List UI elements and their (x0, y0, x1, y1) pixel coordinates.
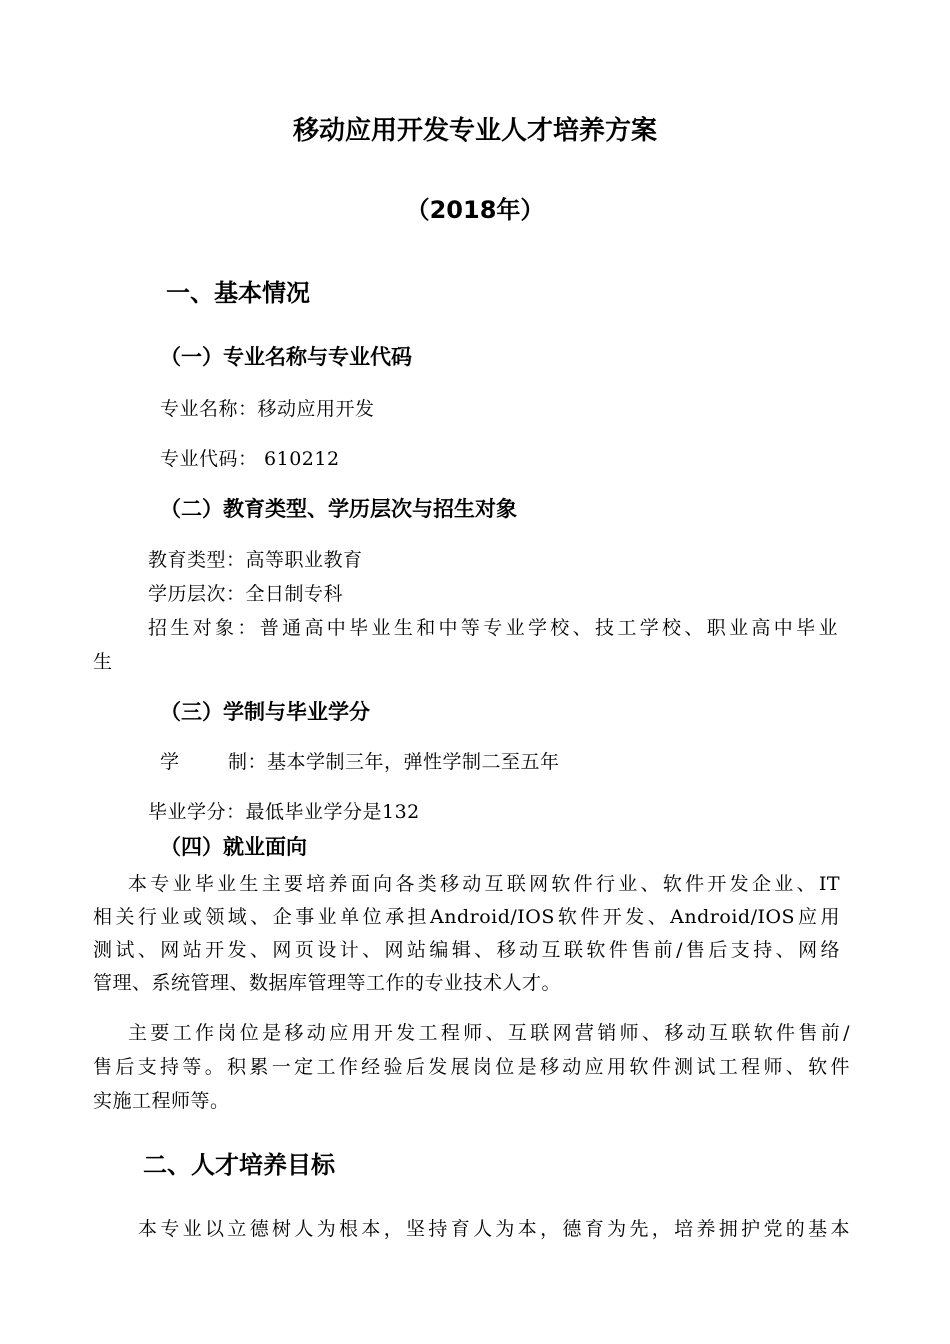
study-system-label: 学 (160, 751, 180, 773)
employment-paragraph-line: 本专业毕业生主要培养面向各类移动互联网软件行业、软件开发企业、IT (128, 873, 840, 895)
job-positions-paragraph-line: 实施工程师等。 (93, 1090, 230, 1112)
document-subtitle: （2018年） (405, 196, 545, 224)
training-goals-paragraph-line: 本专业以立德树人为根本，坚持育人为本，德育为先，培养拥护党的基本 (138, 1218, 850, 1240)
employment-paragraph-line: 测试、网站开发、网页设计、网站编辑、移动互联软件售前/售后支持、网络 (93, 939, 840, 961)
major-name-line: 专业名称：移动应用开发 (160, 398, 375, 420)
major-code-line: 专业代码： 610212 (160, 448, 340, 470)
subsection-heading-education-type: （二）教育类型、学历层次与招生对象 (160, 497, 517, 521)
employment-paragraph-line: 管理、系统管理、数据库管理等工作的专业技术人才。 (93, 972, 562, 994)
graduation-credits-line: 毕业学分：最低毕业学分是132 (148, 801, 420, 823)
education-level-line: 学历层次：全日制专科 (148, 583, 344, 605)
job-positions-paragraph-line: 售后支持等。积累一定工作经验后发展岗位是移动应用软件测试工程师、软件 (93, 1056, 850, 1078)
section-heading-training-goals: 二、人才培养目标 (143, 1151, 335, 1179)
enrollment-target-line: 招生对象：普通高中毕业生和中等专业学校、技工学校、职业高中毕业 (148, 617, 838, 639)
enrollment-target-line-continued: 生 (93, 651, 113, 673)
education-type-line: 教育类型：高等职业教育 (148, 549, 363, 571)
subsection-heading-employment: （四）就业面向 (160, 835, 307, 859)
subsection-heading-major-name-code: （一）专业名称与专业代码 (160, 345, 412, 369)
employment-paragraph-line: 相关行业或领域、企事业单位承担Android/IOS软件开发、Android/IOS应用 (93, 906, 840, 928)
document-title: 移动应用开发专业人才培养方案 (292, 116, 657, 146)
study-system-line: 制：基本学制三年，弹性学制二至五年 (228, 751, 560, 773)
section-heading-basic-info: 一、基本情况 (166, 279, 310, 307)
subsection-heading-duration-credits: （三）学制与毕业学分 (160, 700, 370, 724)
job-positions-paragraph-line: 主要工作岗位是移动应用开发工程师、互联网营销师、移动互联软件售前/ (128, 1022, 850, 1044)
